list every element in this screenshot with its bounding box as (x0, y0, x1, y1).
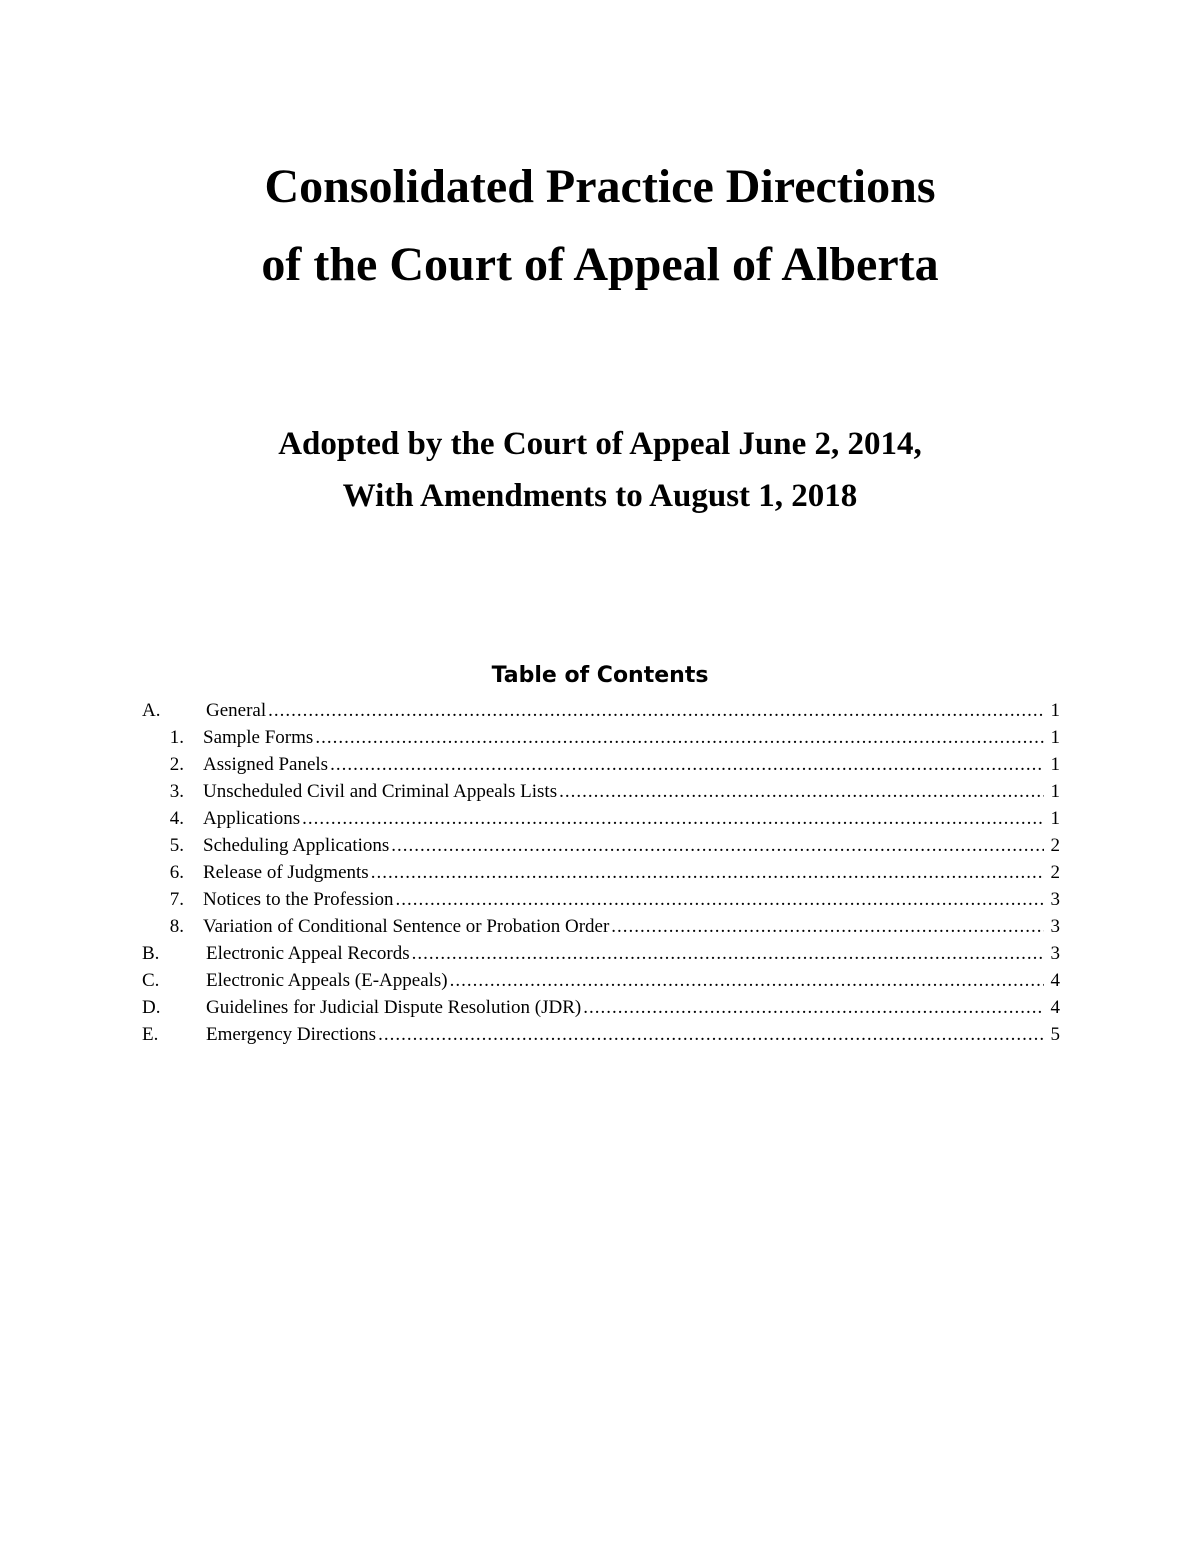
toc-entry-number: 3. (169, 781, 184, 802)
toc-entry-page: 2 (1050, 862, 1060, 883)
toc-entry-notices-to-the-profession[interactable] (142, 886, 1060, 913)
toc-entry-page: 1 (1050, 781, 1060, 802)
toc-entry-label: General (206, 700, 267, 721)
toc-entry-number: 8. (169, 916, 184, 937)
toc-entry-number: C. (142, 970, 160, 991)
subtitle-line-1: Adopted by the Court of Appeal June 2, 2014, (278, 426, 922, 462)
toc-entry-label: Electronic Appeal Records (206, 943, 410, 964)
toc-entry-page: 4 (1050, 997, 1060, 1018)
toc-dot-leader (396, 886, 1044, 913)
toc-entry-number: 5. (169, 835, 184, 856)
toc-heading: Table of Contents (491, 663, 709, 688)
toc-entry-page: 1 (1050, 808, 1060, 829)
document-subtitle (0, 418, 1200, 522)
toc-entry-label: Release of Judgments (203, 862, 369, 883)
toc-entry-label: Variation of Conditional Sentence or Probation Order (203, 916, 610, 937)
toc-entry-number: B. (142, 943, 160, 964)
toc-entry-label: Electronic Appeals (E-Appeals) (206, 970, 448, 991)
toc-entry-label: Emergency Directions (206, 1024, 377, 1045)
toc-entry-page: 3 (1050, 916, 1060, 937)
title-line-1: Consolidated Practice Directions (264, 160, 936, 213)
toc-entry-applications[interactable] (142, 805, 1060, 832)
toc-entry-electronic-appeal-records[interactable] (142, 940, 1060, 967)
table-of-contents (142, 697, 1060, 1048)
toc-entry-variation-of-conditional-sentence[interactable] (142, 913, 1060, 940)
document-title (0, 148, 1200, 304)
toc-entry-page: 3 (1050, 889, 1060, 910)
toc-entry-emergency-directions[interactable] (142, 1021, 1060, 1048)
toc-dot-leader (391, 832, 1044, 859)
toc-entry-electronic-appeals[interactable] (142, 967, 1060, 994)
toc-entry-number: D. (142, 997, 161, 1018)
toc-entry-label: Applications (203, 808, 301, 829)
subtitle-line-2: With Amendments to August 1, 2018 (342, 478, 858, 514)
toc-entry-number: 6. (169, 862, 184, 883)
toc-dot-leader (559, 778, 1044, 805)
toc-entry-release-of-judgments[interactable] (142, 859, 1060, 886)
toc-dot-leader (611, 913, 1044, 940)
toc-entry-number: 7. (169, 889, 184, 910)
toc-dot-leader (378, 1021, 1044, 1048)
toc-entry-page: 1 (1050, 754, 1060, 775)
toc-entry-page: 4 (1050, 970, 1060, 991)
toc-entry-general[interactable] (142, 697, 1060, 724)
toc-entry-label: Scheduling Applications (203, 835, 390, 856)
toc-entry-assigned-panels[interactable] (142, 751, 1060, 778)
toc-entry-number: A. (142, 700, 161, 721)
toc-entry-label: Unscheduled Civil and Criminal Appeals Lists (203, 781, 558, 802)
toc-entry-unscheduled-appeals-lists[interactable] (142, 778, 1060, 805)
toc-entry-number: 1. (169, 727, 184, 748)
toc-dot-leader (412, 940, 1044, 967)
toc-entry-label: Sample Forms (203, 727, 314, 748)
toc-entry-label: Guidelines for Judicial Dispute Resolution (JDR) (206, 997, 582, 1018)
toc-entry-number: E. (142, 1024, 159, 1045)
toc-dot-leader (450, 967, 1044, 994)
toc-dot-leader (315, 724, 1044, 751)
toc-dot-leader (371, 859, 1044, 886)
toc-dot-leader (302, 805, 1044, 832)
toc-dot-leader (268, 697, 1044, 724)
toc-dot-leader (583, 994, 1044, 1021)
toc-entry-sample-forms[interactable] (142, 724, 1060, 751)
toc-entry-page: 5 (1050, 1024, 1060, 1045)
toc-entry-page: 1 (1050, 727, 1060, 748)
toc-entry-page: 3 (1050, 943, 1060, 964)
toc-entry-page: 1 (1050, 700, 1060, 721)
toc-entry-page: 2 (1050, 835, 1060, 856)
toc-entry-label: Assigned Panels (203, 754, 329, 775)
toc-entry-number: 2. (169, 754, 184, 775)
toc-dot-leader (330, 751, 1044, 778)
toc-entry-scheduling-applications[interactable] (142, 832, 1060, 859)
toc-entry-number: 4. (169, 808, 184, 829)
toc-entry-label: Notices to the Profession (203, 889, 394, 910)
toc-entry-jdr-guidelines[interactable] (142, 994, 1060, 1021)
title-line-2: of the Court of Appeal of Alberta (261, 238, 939, 291)
